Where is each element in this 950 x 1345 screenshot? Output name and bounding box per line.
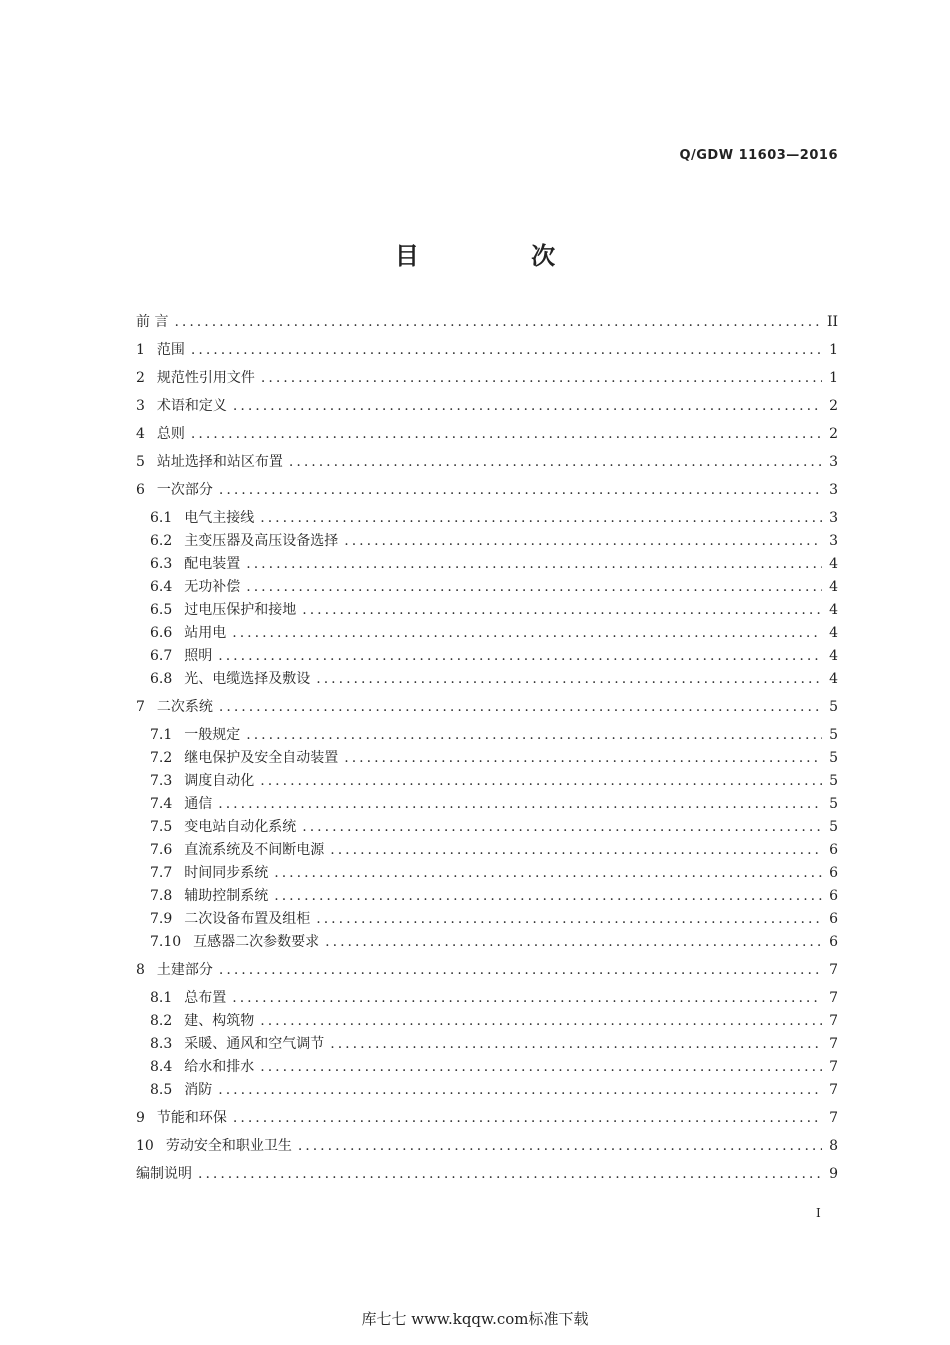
toc-entry-label: 采暖、通风和空气调节 (184, 1036, 325, 1052)
toc-entry[interactable] (136, 1056, 838, 1079)
toc-entry-label: 编制说明 (136, 1166, 192, 1182)
toc-entry-label: 直流系统及不间断电源 (184, 842, 325, 858)
toc-entry[interactable] (136, 816, 838, 839)
toc-entry[interactable] (136, 1010, 838, 1033)
toc-entry[interactable] (136, 1107, 838, 1130)
toc-entry-number: 6.8 (150, 671, 173, 687)
toc-entry[interactable] (136, 1163, 838, 1186)
toc-entry-page: 2 (829, 426, 838, 442)
toc-entry-page: 5 (829, 727, 838, 743)
toc-entry-page: 4 (829, 579, 838, 595)
toc-entry-label: 总布置 (184, 990, 227, 1006)
toc-leader-dots (246, 576, 822, 599)
toc-entry-page: 7 (829, 962, 838, 978)
toc-entry-label: 给水和排水 (184, 1059, 255, 1075)
toc-entry-number: 1 (136, 342, 145, 358)
toc-leader-dots (302, 816, 822, 839)
toc-entry-page: 6 (829, 911, 838, 927)
toc-leader-dots (174, 311, 820, 334)
toc-entry-page: 7 (829, 990, 838, 1006)
toc-entry-label: 时间同步系统 (184, 865, 269, 881)
toc-entry-number: 7.5 (150, 819, 173, 835)
toc-entry-page: 8 (829, 1138, 838, 1154)
toc-leader-dots (198, 1163, 822, 1186)
toc-entry[interactable] (136, 770, 838, 793)
toc-entry[interactable] (136, 507, 838, 530)
toc-entry-page: 7 (829, 1036, 838, 1052)
toc-entry-label: 一般规定 (184, 727, 241, 743)
toc-entry[interactable] (136, 668, 838, 691)
toc-leader-dots (218, 645, 822, 668)
toc-leader-dots (233, 395, 822, 418)
toc-entry-number: 8.2 (150, 1013, 173, 1029)
toc-entry-page: 5 (829, 750, 838, 766)
toc-entry-page: 6 (829, 888, 838, 904)
toc-entry-label: 继电保护及安全自动装置 (184, 750, 339, 766)
standard-code: Q/GDW 11603—2016 (679, 148, 838, 163)
toc-entry-page: 5 (829, 819, 838, 835)
toc-leader-dots (261, 367, 822, 390)
toc-leader-dots (218, 793, 822, 816)
toc-entry-page: 1 (829, 370, 838, 386)
toc-leader-dots (219, 479, 822, 502)
toc-entry-number: 7.6 (150, 842, 173, 858)
toc-entry[interactable] (136, 645, 838, 668)
toc-leader-dots (191, 423, 822, 446)
toc-entry-label: 无功补偿 (184, 579, 241, 595)
toc-leader-dots (298, 1135, 822, 1158)
toc-entry-number: 7.2 (150, 750, 173, 766)
toc-entry-page: 7 (829, 1059, 838, 1075)
toc-entry[interactable] (136, 576, 838, 599)
toc-entry-number: 8 (136, 962, 145, 978)
toc-entry[interactable] (136, 747, 838, 770)
toc-entry-page: 4 (829, 648, 838, 664)
toc-leader-dots (260, 1010, 822, 1033)
toc-leader-dots (218, 1079, 822, 1102)
toc-entry-page: 4 (829, 602, 838, 618)
toc-leader-dots (330, 1033, 822, 1056)
toc-entry-number: 5 (136, 454, 145, 470)
toc-entry-number: 6.7 (150, 648, 173, 664)
toc-entry-number: 6.1 (150, 510, 173, 526)
toc-leader-dots (289, 451, 822, 474)
toc-entry-label: 通信 (184, 796, 213, 812)
toc-leader-dots (344, 530, 822, 553)
toc-entry[interactable] (136, 479, 838, 502)
toc-entry-number: 8.3 (150, 1036, 173, 1052)
toc-entry[interactable] (136, 908, 838, 931)
toc-entry-number: 6.4 (150, 579, 173, 595)
toc-entry[interactable] (136, 696, 838, 719)
toc-entry-label: 总则 (156, 426, 185, 442)
toc-entry-number: 8.4 (150, 1059, 173, 1075)
toc-entry-page: 5 (829, 796, 838, 812)
toc-entry-label: 站址选择和站区布置 (156, 454, 283, 470)
toc-entry-page: 1 (829, 342, 838, 358)
toc-entry-number: 7 (136, 699, 145, 715)
toc-leader-dots (274, 862, 822, 885)
toc-entry-label: 前 言 (136, 314, 169, 330)
toc-entry-page: 5 (829, 773, 838, 789)
toc-leader-dots (274, 885, 822, 908)
toc-entry-label: 土建部分 (156, 962, 213, 978)
page-number: I (816, 1206, 821, 1220)
toc-entry[interactable] (136, 423, 838, 446)
toc-entry-number: 6.2 (150, 533, 173, 549)
toc-entry-number: 3 (136, 398, 145, 414)
toc-entry-label: 变电站自动化系统 (184, 819, 297, 835)
toc-entry[interactable] (136, 862, 838, 885)
toc-leader-dots (191, 339, 822, 362)
toc-entry-page: 6 (829, 934, 838, 950)
toc-entry-label: 建、构筑物 (184, 1013, 255, 1029)
toc-entry-page: 2 (829, 398, 838, 414)
table-of-contents (136, 311, 838, 1186)
toc-entry-label: 主变压器及高压设备选择 (184, 533, 339, 549)
toc-entry-label: 电气主接线 (184, 510, 255, 526)
toc-entry-number: 6.5 (150, 602, 173, 618)
toc-entry-number: 7.10 (150, 934, 182, 950)
toc-entry[interactable] (136, 622, 838, 645)
toc-leader-dots (232, 622, 822, 645)
toc-entry[interactable] (136, 367, 838, 390)
toc-leader-dots (219, 696, 822, 719)
toc-entry-number: 10 (136, 1138, 154, 1154)
toc-entry-label: 节能和环保 (156, 1110, 227, 1126)
toc-entry-label: 劳动安全和职业卫生 (165, 1138, 292, 1154)
toc-leader-dots (260, 1056, 822, 1079)
toc-entry-label: 规范性引用文件 (156, 370, 255, 386)
toc-entry-page: 3 (829, 510, 838, 526)
toc-entry-label: 一次部分 (156, 482, 213, 498)
toc-entry-number: 6.3 (150, 556, 173, 572)
toc-entry[interactable] (136, 339, 838, 362)
toc-entry-page: 7 (829, 1110, 838, 1126)
toc-entry[interactable] (136, 793, 838, 816)
toc-entry-label: 范围 (156, 342, 185, 358)
toc-entry-number: 7.7 (150, 865, 173, 881)
toc-entry-number: 8.1 (150, 990, 173, 1006)
toc-leader-dots (260, 770, 822, 793)
toc-entry[interactable] (136, 1079, 838, 1102)
toc-entry-page: 9 (829, 1166, 838, 1182)
toc-leader-dots (325, 931, 822, 954)
toc-entry-label: 辅助控制系统 (184, 888, 269, 904)
toc-entry[interactable] (136, 987, 838, 1010)
toc-entry[interactable] (136, 885, 838, 908)
toc-entry[interactable] (136, 724, 838, 747)
toc-entry-label: 互感器二次参数要求 (193, 934, 320, 950)
toc-entry-number: 7.4 (150, 796, 173, 812)
toc-leader-dots (246, 724, 822, 747)
toc-entry-page: 6 (829, 842, 838, 858)
toc-entry-label: 消防 (184, 1082, 213, 1098)
toc-title: 目 次 (394, 241, 608, 270)
toc-entry[interactable] (136, 530, 838, 553)
toc-entry-page: II (826, 314, 838, 330)
toc-leader-dots (344, 747, 822, 770)
toc-entry[interactable] (136, 839, 838, 862)
toc-entry[interactable] (136, 599, 838, 622)
toc-leader-dots (316, 668, 822, 691)
toc-entry-page: 4 (829, 556, 838, 572)
toc-entry-number: 7.8 (150, 888, 173, 904)
toc-entry-page: 3 (829, 454, 838, 470)
toc-entry-page: 5 (829, 699, 838, 715)
toc-leader-dots (232, 987, 822, 1010)
toc-entry[interactable] (136, 311, 838, 334)
toc-entry-label: 二次设备布置及组柜 (184, 911, 311, 927)
toc-leader-dots (246, 553, 822, 576)
toc-entry[interactable] (136, 959, 838, 982)
toc-entry-page: 4 (829, 625, 838, 641)
toc-entry-page: 7 (829, 1082, 838, 1098)
toc-entry[interactable] (136, 1033, 838, 1056)
toc-entry-number: 7.1 (150, 727, 173, 743)
toc-entry[interactable] (136, 451, 838, 474)
toc-entry-number: 6.6 (150, 625, 173, 641)
toc-entry-page: 7 (829, 1013, 838, 1029)
toc-entry-number: 9 (136, 1110, 145, 1126)
toc-entry-label: 术语和定义 (156, 398, 227, 414)
toc-entry-page: 6 (829, 865, 838, 881)
toc-entry-number: 7.9 (150, 911, 173, 927)
toc-entry[interactable] (136, 395, 838, 418)
toc-entry-label: 光、电缆选择及敷设 (184, 671, 311, 687)
toc-entry[interactable] (136, 1135, 838, 1158)
toc-leader-dots (330, 839, 822, 862)
toc-entry-page: 4 (829, 671, 838, 687)
toc-entry-page: 3 (829, 533, 838, 549)
toc-entry-number: 2 (136, 370, 145, 386)
toc-entry-label: 二次系统 (156, 699, 213, 715)
toc-entry-number: 7.3 (150, 773, 173, 789)
toc-leader-dots (233, 1107, 822, 1130)
toc-entry[interactable] (136, 931, 838, 954)
toc-entry-number: 4 (136, 426, 145, 442)
toc-leader-dots (316, 908, 822, 931)
toc-entry-label: 站用电 (184, 625, 227, 641)
toc-entry-page: 3 (829, 482, 838, 498)
toc-entry-label: 配电装置 (184, 556, 241, 572)
toc-entry-label: 过电压保护和接地 (184, 602, 297, 618)
toc-leader-dots (260, 507, 822, 530)
toc-entry[interactable] (136, 553, 838, 576)
toc-entry-number: 6 (136, 482, 145, 498)
toc-entry-label: 照明 (184, 648, 213, 664)
toc-leader-dots (219, 959, 822, 982)
toc-entry-number: 8.5 (150, 1082, 173, 1098)
toc-leader-dots (302, 599, 822, 622)
toc-entry-label: 调度自动化 (184, 773, 255, 789)
footer-watermark: 库七七 www.kqqw.com标准下载 (361, 1310, 589, 1328)
